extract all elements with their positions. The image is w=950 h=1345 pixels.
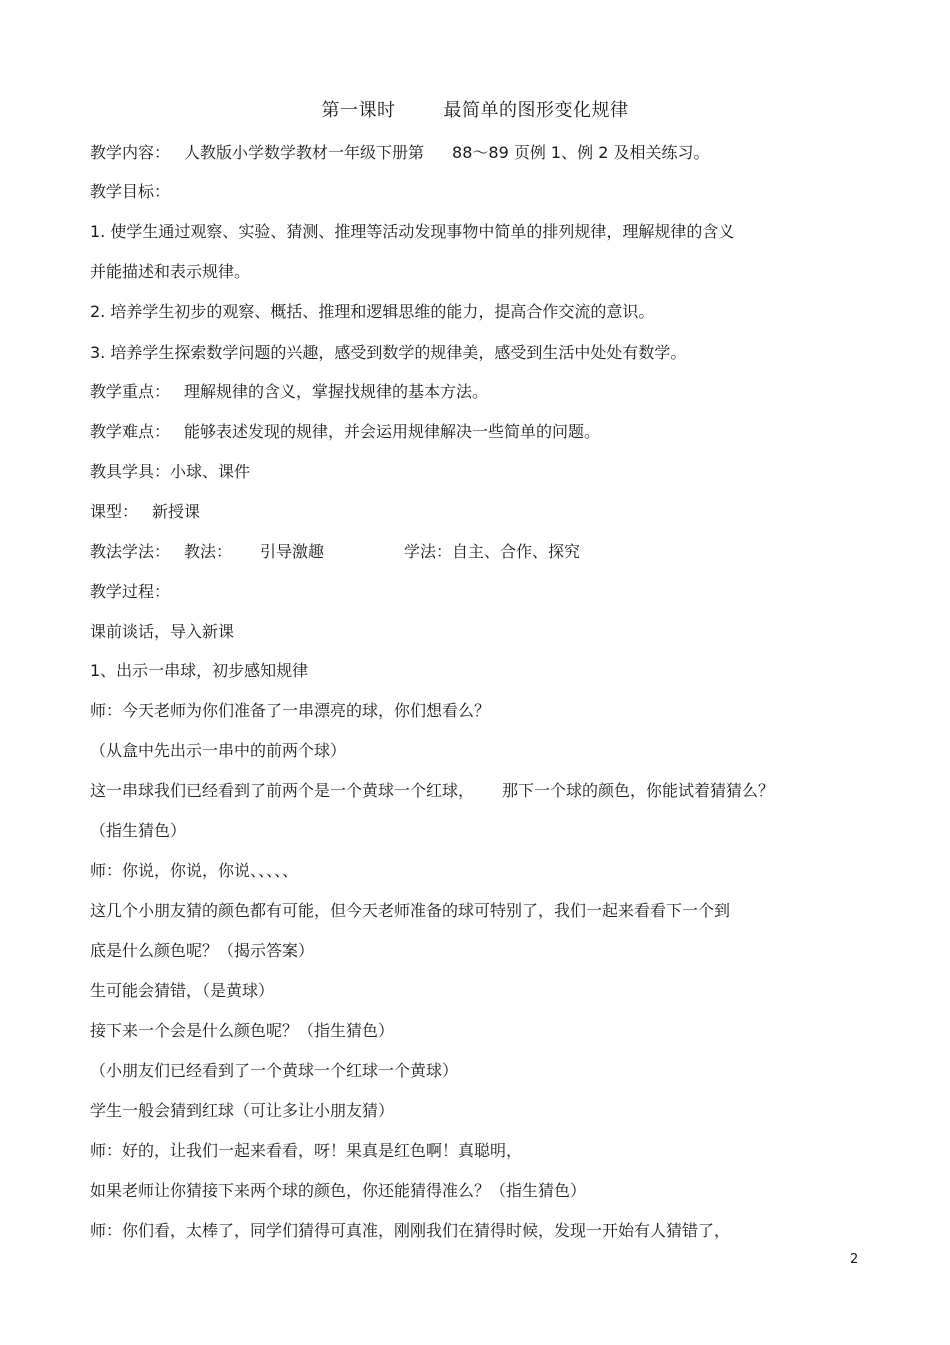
teaching-content-text: 人教版小学数学教材一年级下册第 xyxy=(184,143,425,162)
process-line: 师：你说，你说，你说、、、、、 xyxy=(90,861,299,880)
process-line: 师：今天老师为你们准备了一串漂亮的球，你们想看么？ xyxy=(90,701,491,720)
lesson-type-label: 课型： xyxy=(90,502,139,521)
lesson-type xyxy=(90,501,200,523)
difficult-point xyxy=(90,421,600,443)
methods-label: 教法学法： xyxy=(90,542,171,561)
process-line: 底是什么颜色呢？（揭示答案） xyxy=(90,941,315,960)
process-line: 1、出示一串球，初步感知规律 xyxy=(90,661,309,680)
study-method: 学法：自主、合作、探究 xyxy=(404,542,581,561)
process-line: （指生猜色） xyxy=(90,821,187,840)
process-heading: 教学过程： xyxy=(90,582,171,601)
teaching-content-pages: 88～89 页例 1、例 2 及相关练习。 xyxy=(452,143,710,162)
process-line: 接下来一个会是什么颜色呢？（指生猜色） xyxy=(90,1021,395,1040)
process-line-extra: 那下一个球的颜色，你能试着猜猜么？ xyxy=(502,781,775,800)
objectives-heading: 教学目标： xyxy=(90,182,171,201)
difficult-point-text: 能够表述发现的规律，并会运用规律解决一些简单的问题。 xyxy=(184,422,601,441)
key-point xyxy=(90,381,488,403)
process-line: 生可能会猜错，（是黄球） xyxy=(90,981,275,1000)
title-lesson: 第一课时 xyxy=(321,100,396,121)
objective-2: 2. 培养学生初步的观察、概括、推理和逻辑思维的能力，提高合作交流的意识。 xyxy=(90,302,655,321)
process-line: 学生一般会猜到红球（可让多让小朋友猜） xyxy=(90,1101,395,1120)
objective-1-cont: 并能描述和表示规律。 xyxy=(90,262,251,281)
process-line: 师：好的，让我们一起来看看，呀！果真是红色啊！真聪明， xyxy=(90,1141,523,1160)
page-number: 2 xyxy=(850,1252,859,1267)
key-point-text: 理解规律的含义，掌握找规律的基本方法。 xyxy=(184,382,489,401)
key-point-label: 教学重点： xyxy=(90,382,171,401)
objective-3: 3. 培养学生探索数学问题的兴趣，感受到数学的规律美，感受到生活中处处有数学。 xyxy=(90,343,687,362)
process-line xyxy=(90,780,774,802)
title-topic: 最简单的图形变化规律 xyxy=(443,100,629,121)
objective-1: 1. 使学生通过观察、实验、猜测、推理等活动发现事物中简单的排列规律，理解规律的含义 xyxy=(90,222,735,241)
process-line: （从盒中先出示一串中的前两个球） xyxy=(90,741,347,760)
process-line: 课前谈话，导入新课 xyxy=(90,622,235,641)
process-line-text: 这一串球我们已经看到了前两个是一个黄球一个红球， xyxy=(90,781,475,800)
lesson-type-text: 新授课 xyxy=(152,502,201,521)
teaching-content-label: 教学内容： xyxy=(90,143,171,162)
difficult-point-label: 教学难点： xyxy=(90,422,171,441)
process-line: 如果老师让你猜接下来两个球的颜色，你还能猜得准么？（指生猜色） xyxy=(90,1181,587,1200)
process-line: 这几个小朋友猜的颜色都有可能，但今天老师准备的球可特别了，我们一起来看看下一个到 xyxy=(90,901,731,920)
page-title xyxy=(0,96,950,122)
process-line: （小朋友们已经看到了一个黄球一个红球一个黄球） xyxy=(90,1061,459,1080)
teaching-method-label: 教法： xyxy=(184,542,233,561)
teaching-content xyxy=(90,142,709,164)
teaching-tools: 教具学具：小球、课件 xyxy=(90,462,251,481)
teaching-method: 引导激趣 xyxy=(260,542,325,561)
methods xyxy=(90,541,580,563)
process-line: 师：你们看，太棒了，同学们猜得可真准，刚刚我们在猜得时候，发现一开始有人猜错了， xyxy=(90,1221,731,1240)
